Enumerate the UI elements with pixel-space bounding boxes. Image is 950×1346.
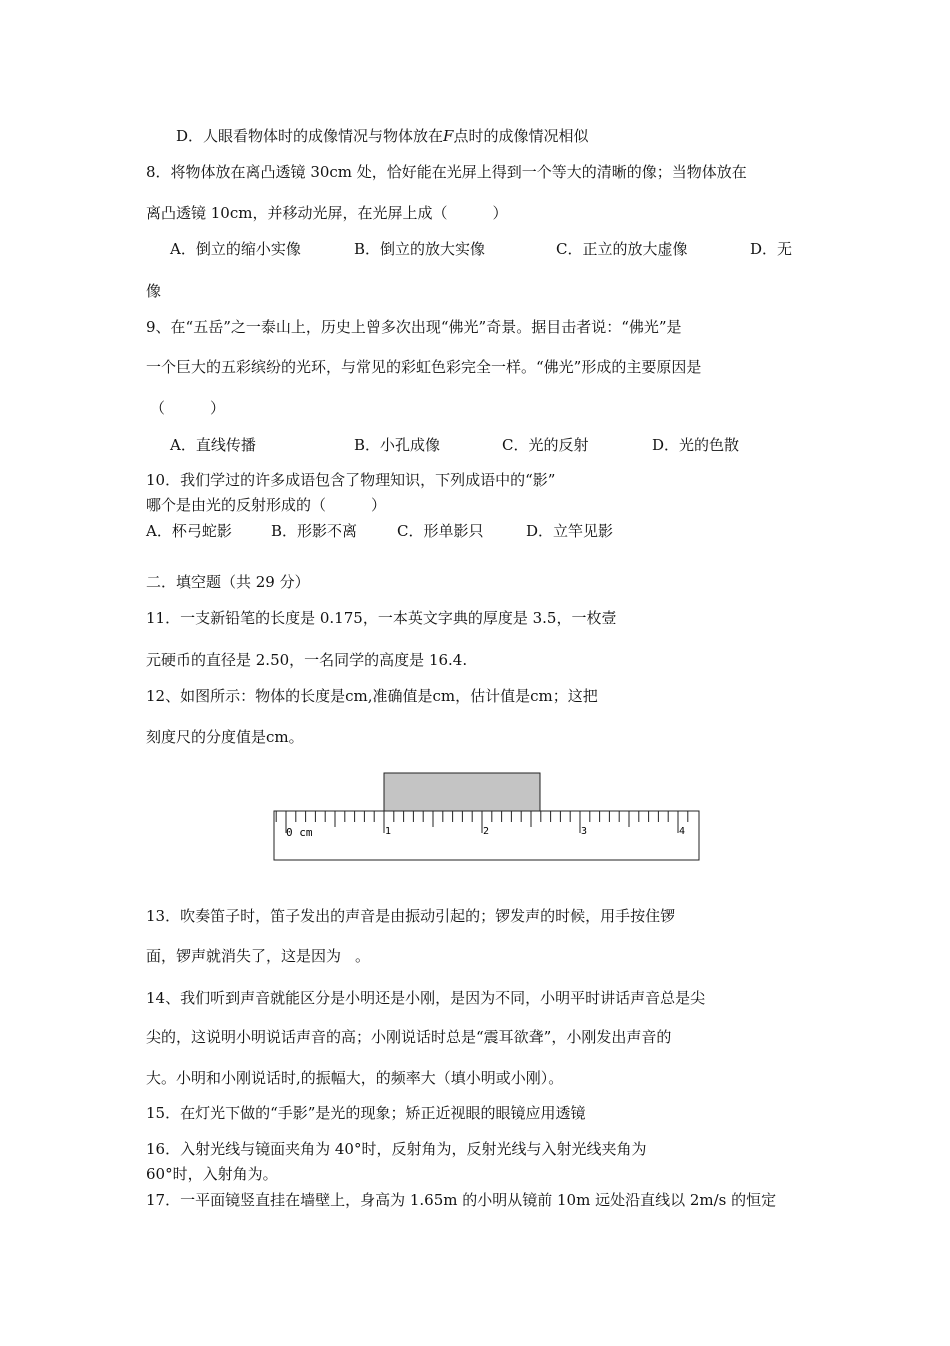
q8-line2: 离凸透镜 10cm，并移动光屏，在光屏上成（ ） bbox=[146, 204, 508, 222]
q7-d-var: F bbox=[443, 127, 454, 145]
q16-line2: 60°时，入射角为。 bbox=[146, 1165, 278, 1183]
q10-option-d: D．立竿见影 bbox=[526, 522, 614, 540]
q8-option-b: B．倒立的放大实像 bbox=[354, 240, 486, 258]
ruler-figure bbox=[272, 772, 702, 864]
q12-line2: 刻度尺的分度值是cm。 bbox=[146, 728, 304, 746]
q10-option-b: B．形影不离 bbox=[271, 522, 358, 540]
q9-option-c: C．光的反射 bbox=[502, 436, 589, 454]
ruler-label-3: 3 bbox=[581, 826, 588, 837]
q17-line1: 17．一平面镜竖直挂在墙壁上，身高为 1.65m 的小明从镜前 10m 远处沿直线以 2m/s 的恒定 bbox=[146, 1191, 777, 1209]
ruler-label-1: 1 bbox=[385, 826, 392, 837]
q8-option-c: C．正立的放大虚像 bbox=[556, 240, 688, 258]
q10-option-a: A．杯弓蛇影 bbox=[146, 522, 232, 540]
q7-d-pre: D．人眼看物体时的成像情况与物体放在 bbox=[176, 127, 444, 145]
q11-line2: 元硬币的直径是 2.50，一名同学的高度是 16.4. bbox=[146, 651, 468, 669]
q8-option-a: A．倒立的缩小实像 bbox=[170, 240, 301, 258]
section2-title: 二．填空题（共 29 分） bbox=[146, 573, 310, 591]
ruler-label-0: 0 cm bbox=[286, 826, 313, 839]
q14-line1: 14、我们听到声音就能区分是小明还是小刚，是因为不同，小明平时讲话声音总是尖 bbox=[146, 989, 706, 1007]
q15-line: 15．在灯光下做的“手影”是光的现象；矫正近视眼的眼镜应用透镜 bbox=[146, 1104, 586, 1122]
q10-option-c: C．形单影只 bbox=[397, 522, 484, 540]
q9-option-d: D．光的色散 bbox=[652, 436, 740, 454]
q9-line2: 一个巨大的五彩缤纷的光环，与常见的彩虹色彩完全一样。“佛光”形成的主要原因是 bbox=[146, 358, 702, 376]
ruler-label-4: 4 bbox=[679, 826, 686, 837]
q8-line1: 8．将物体放在离凸透镜 30cm 处，恰好能在光屏上得到一个等大的清晰的像；当物体放在 bbox=[146, 163, 747, 181]
q9-line3: （ ） bbox=[150, 399, 226, 417]
q8-option-d-wrap: 像 bbox=[146, 282, 162, 300]
q12-line1: 12、如图所示：物体的长度是cm,准确值是cm，估计值是cm；这把 bbox=[146, 687, 598, 705]
ruler-label-2: 2 bbox=[483, 826, 490, 837]
q11-line1: 11．一支新铅笔的长度是 0.175，一本英文字典的厚度是 3.5，一枚壹 bbox=[146, 609, 617, 627]
q13-line1: 13．吹奏笛子时，笛子发出的声音是由振动引起的；锣发声的时候，用手按住锣 bbox=[146, 907, 676, 925]
q16-line1: 16．入射光线与镜面夹角为 40°时，反射角为，反射光线与入射光线夹角为 bbox=[146, 1140, 647, 1158]
measured-object bbox=[384, 773, 540, 811]
q7-d-post: 点时的成像情况相似 bbox=[453, 127, 589, 145]
q9-option-b: B．小孔成像 bbox=[354, 436, 441, 454]
q14-line3: 大。小明和小刚说话时,的振幅大，的频率大（填小明或小刚）。 bbox=[146, 1069, 564, 1087]
q10-line2: 哪个是由光的反射形成的（ ） bbox=[146, 496, 387, 514]
q7-option-d bbox=[176, 126, 588, 146]
q13-line2: 面，锣声就消失了，这是因为 。 bbox=[146, 947, 371, 965]
q10-line1: 10．我们学过的许多成语包含了物理知识，下列成语中的“影” bbox=[146, 471, 556, 489]
q14-line2: 尖的，这说明小明说话声音的高；小刚说话时总是“震耳欲聋”，小刚发出声音的 bbox=[146, 1028, 672, 1046]
q9-line1: 9、在“五岳”之一泰山上，历史上曾多次出现“佛光”奇景。据目击者说：“佛光”是 bbox=[146, 318, 682, 336]
q9-option-a: A．直线传播 bbox=[170, 436, 256, 454]
q8-option-d: D．无 bbox=[750, 240, 793, 258]
